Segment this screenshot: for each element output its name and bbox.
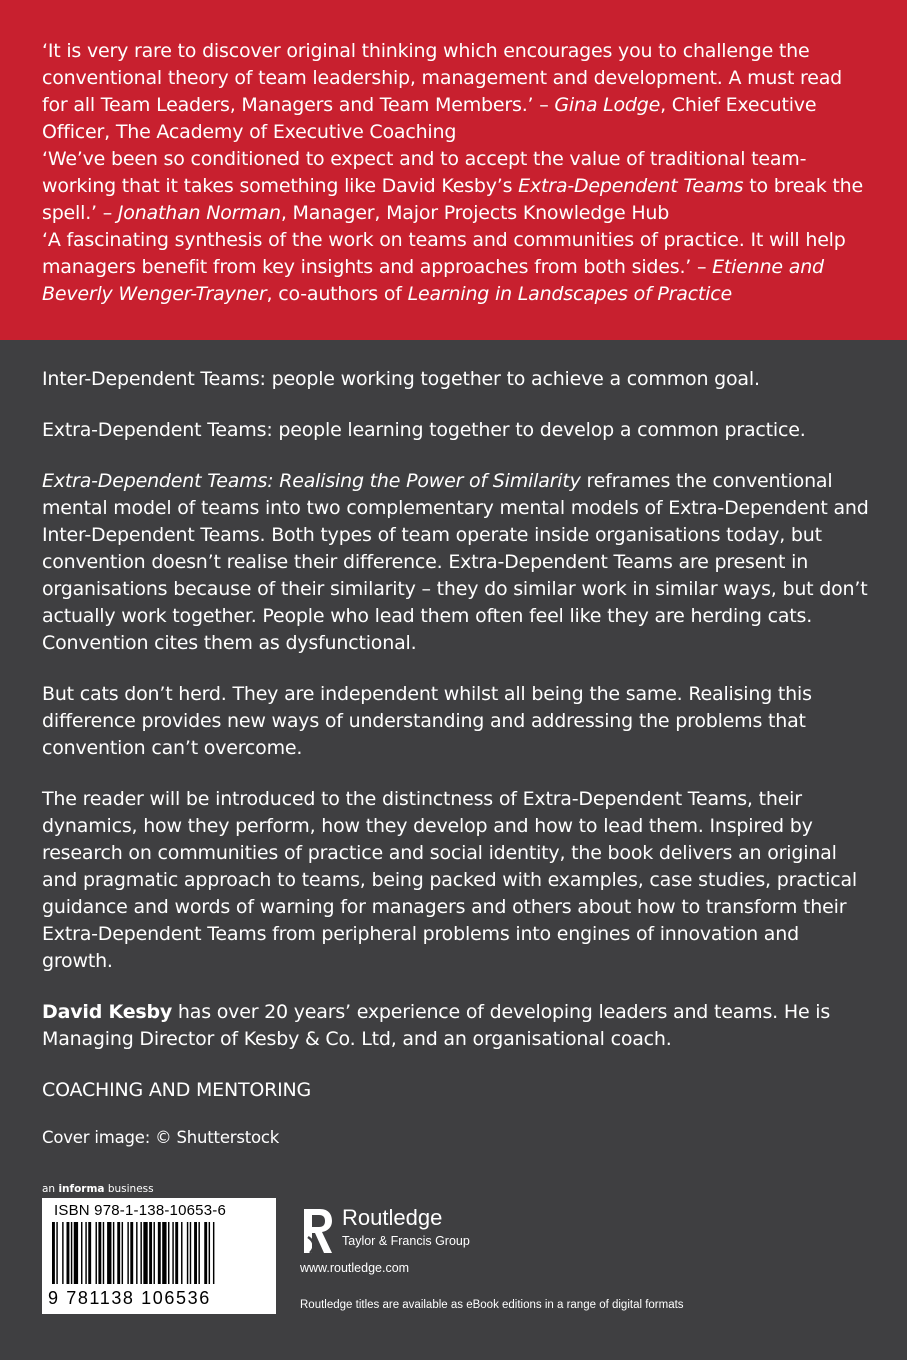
barcode-bar: [96, 1222, 97, 1284]
book-title: Extra-Dependent Teams: Realising the Power of Similarity: [42, 470, 581, 492]
barcode-bar: [168, 1222, 169, 1284]
barcode-bar: [158, 1222, 161, 1284]
barcode-bar: [85, 1222, 86, 1284]
endorsement-quote: ‘We’ve been so conditioned to expect and to accept the value of traditional team-working that it takes something like David Kesby’s Extra-Dependent Teams to break the spell.’ – Jonathan Norman, Manager, Major Projects Knowledge Hub: [42, 148, 863, 224]
endorsements-banner: [0, 0, 907, 340]
cover-credit: Cover image: © Shutterstock: [42, 1128, 280, 1147]
barcode-bar: [213, 1222, 214, 1284]
barcode-bar: [98, 1222, 101, 1284]
barcode-bar: [130, 1222, 133, 1284]
barcode-bar: [190, 1222, 191, 1284]
barcode-bar: [81, 1222, 82, 1284]
barcode-bar: [162, 1222, 166, 1284]
barcode-bar: [154, 1222, 155, 1284]
barcode-bar: [204, 1222, 207, 1284]
quote-author: Gina Lodge: [554, 94, 661, 116]
informa-tagline: an informa business: [42, 1183, 154, 1195]
publisher-url[interactable]: www.routledge.com: [300, 1261, 410, 1275]
blurb: [42, 366, 872, 1151]
barcode-bar: [113, 1222, 114, 1284]
barcode-bar: [149, 1222, 152, 1284]
barcode-bar: [56, 1222, 57, 1284]
publisher-name: Routledge: [342, 1205, 443, 1230]
barcode-bar: [62, 1222, 63, 1284]
author-name: David Kesby: [42, 1001, 173, 1023]
barcode-bar: [187, 1222, 188, 1284]
barcode-bar: [67, 1222, 70, 1284]
endorsement-quote: ‘A fascinating synthesis of the work on teams and communities of practice. It will help managers benefit from key insights and approaches from both sides.’ – Etienne and Beverly Wenger-Trayner, co-authors of Learning in Landscapes of Practice: [42, 229, 846, 305]
book-description: Extra-Dependent Teams: Realising the Power of Similarity reframes the conventional mental model of teams into two complementary mental models of Extra-Dependent and Inter-Dependent Teams. Both types of team operate inside organisations today, but convention doesn’t realise their difference. Extra-Dependent Teams are present in organisations because of their similarity – they do similar work in similar ways, but don’t actually work together. People who lead them often feel like they are herding cats. Convention cites them as dysfunctional.: [42, 470, 869, 654]
description-paragraph: The reader will be introduced to the distinctness of Extra-Dependent Teams, their dynamics, how they perform, how they develop and how to lead them. Inspired by research on communities of practice and social identity, the book delivers an original and pragmatic approach to teams, being packed with examples, case studies, practical guidance and words of warning for managers and others about how to transform their Extra-Dependent Teams from peripheral problems into engines of innovation and growth.: [42, 788, 857, 972]
publisher-group: Taylor & Francis Group: [342, 1234, 470, 1248]
barcode-digits: 9 781138 106536: [48, 1288, 211, 1308]
barcode-bar: [136, 1222, 137, 1284]
barcode-bar: [107, 1222, 111, 1284]
barcode-bar: [122, 1222, 123, 1284]
author-bio: David Kesby has over 20 years’ experience of developing leaders and teams. He is Managing Director of Kesby & Co. Ltd, and an organisational coach.: [42, 1001, 831, 1050]
barcode-bar: [71, 1222, 72, 1284]
ebook-note: Routledge titles are available as eBook editions in a range of digital formats: [300, 1299, 684, 1311]
book-reference: Learning in Landscapes of Practice: [407, 283, 732, 305]
quote-author: Jonathan Norman: [117, 202, 281, 224]
barcode-bar: [140, 1222, 141, 1284]
isbn-barcode: [42, 1198, 276, 1314]
barcode-bar: [172, 1222, 173, 1284]
isbn-label: ISBN 978-1-138-10653-6: [54, 1202, 227, 1219]
barcode-bar: [194, 1222, 197, 1284]
quote-author: Etienne and Beverly Wenger-Trayner: [42, 256, 824, 305]
endorsement-quote: ‘It is very rare to discover original thinking which encourages you to challenge the conventional theory of team leadership, management and development. A must read for all Team Leaders, Managers and Team Members.’ – Gina Lodge, Chief Executive Officer, The Academy of Executive Coaching: [42, 40, 843, 143]
definition-extra-dependent: Extra-Dependent Teams: people learning together to develop a common practice.: [42, 419, 806, 441]
barcode-bar: [74, 1222, 78, 1284]
routledge-logo-icon: [300, 1207, 334, 1255]
barcode-bar: [175, 1222, 178, 1284]
subject-category: COACHING AND MENTORING: [42, 1079, 312, 1101]
barcode-bar: [127, 1222, 128, 1284]
barcode-bar: [143, 1222, 147, 1284]
barcode-bar: [103, 1222, 104, 1284]
book-reference: Extra-Dependent Teams: [518, 175, 744, 197]
barcode-bar: [88, 1222, 91, 1284]
barcode-bar: [198, 1222, 199, 1284]
barcode-bar: [52, 1222, 55, 1284]
definition-inter-dependent: Inter-Dependent Teams: people working together to achieve a common goal.: [42, 368, 760, 390]
barcode-bar: [181, 1222, 182, 1284]
barcode-bar: [117, 1222, 120, 1284]
description-paragraph: But cats don’t herd. They are independent whilst all being the same. Realising this difference provides new ways of understanding and addressing the problems that convention can’t overcome.: [42, 683, 812, 759]
barcode-bar: [209, 1222, 210, 1284]
